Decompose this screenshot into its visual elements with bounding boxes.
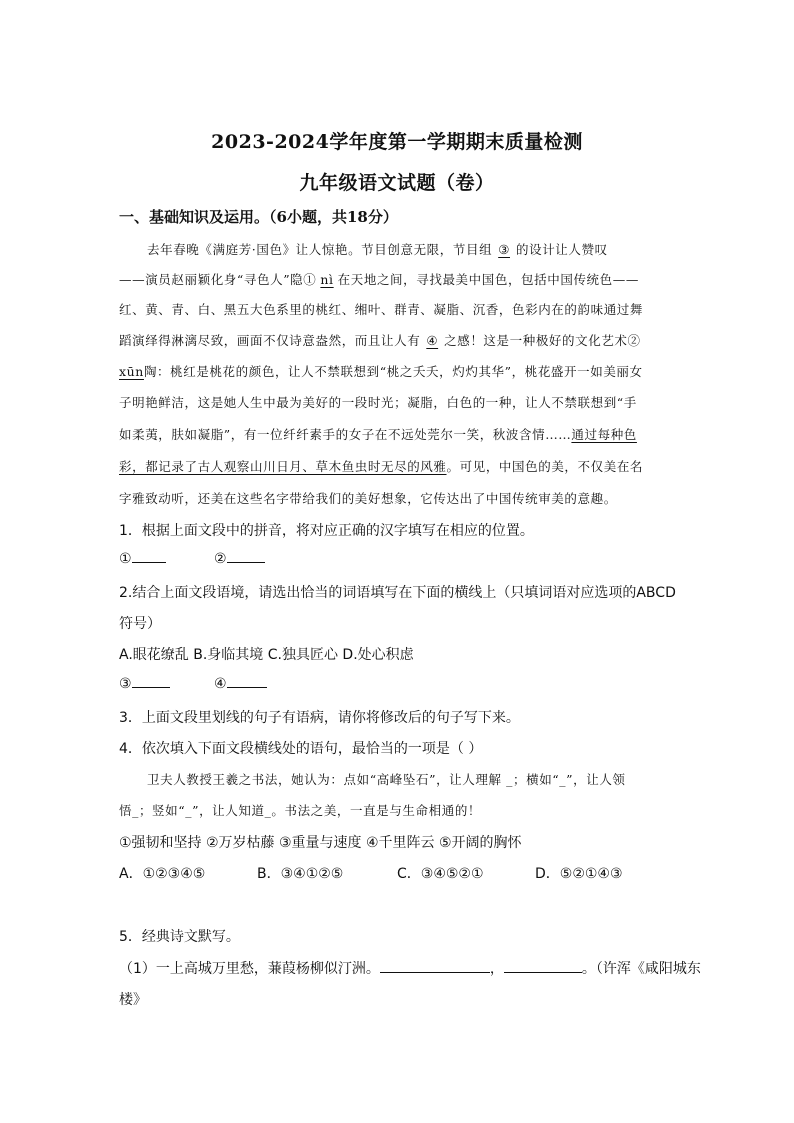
blank-4: ④ <box>426 333 439 348</box>
passage-line: ——演员赵丽颖化身“寻色人”隐① nì 在天地之间，寻找最美中国色，包括中国传统色—— <box>119 272 639 287</box>
exam-title: 2023-2024学年度第一学期期末质量检测 <box>211 131 583 153</box>
answer-blank-3[interactable] <box>132 687 170 688</box>
passage-line: 去年春晚《满庭芳·国色》让人惊艳。节目创意无限，节目组 ③ 的设计让人赞叹 <box>147 242 608 257</box>
passage-line: 子明艳鲜洁，这是她人生中最为美好的一段时光；凝脂，白色的一种，让人不禁联想到“手 <box>119 395 637 410</box>
question-1: 1．根据上面文段中的拼音，将对应正确的汉字填写在相应的位置。 <box>119 523 534 539</box>
question-5: 5．经典诗文默写。 <box>119 929 240 945</box>
question-4-items: ①强韧和坚持 ②万岁枯藤 ③重量与速度 ④千里阵云 ⑤开阔的胸怀 <box>119 835 522 851</box>
question-3: 3．上面文段里划线的句子有语病，请你将修改后的句子写下来。 <box>119 710 520 726</box>
question-5-source: 楼》 <box>119 992 147 1008</box>
choice-c[interactable]: C．③④⑤②① <box>397 866 484 882</box>
choice-b[interactable]: B．③④①②⑤ <box>257 866 344 882</box>
question-4: 4．依次填入下面文段横线处的语句，最恰当的一项是（ ） <box>119 741 483 757</box>
question-2: 2.结合上面文段语境，请选出恰当的词语填写在下面的横线上（只填词语对应选项的ABCD <box>119 585 676 601</box>
answer-blank-5a[interactable] <box>380 972 490 973</box>
section-heading: 一、基础知识及运用。（6小题，共18分） <box>119 208 398 226</box>
answer-row-2: ③ ④ <box>119 676 267 692</box>
answer-blank-5b[interactable] <box>504 972 582 973</box>
exam-subtitle: 九年级语文试题（卷） <box>299 172 495 194</box>
passage-line: 彩，都记录了古人观察山川日月、草木鱼虫时无尽的风雅。可见，中国色的美，不仅美在名 <box>119 459 644 474</box>
question-5-line: （1）一上高城万里愁，蒹葭杨柳似汀洲。 ， 。（许浑《咸阳城东 <box>119 961 701 977</box>
blank-3: ③ <box>498 242 510 257</box>
passage-line: 如柔荑，肤如凝脂”，有一位纤纤素手的女子在不远处莞尔一笑，秋波含情……通过每种色 <box>119 427 637 442</box>
passage-line: xūn陶：桃红是桃花的颜色，让人不禁联想到“桃之夭夭，灼灼其华”，桃花盛开一如美丽女 <box>119 364 643 379</box>
question-2-options: A.眼花缭乱 B.身临其境 C.独具匠心 D.处心积虑 <box>119 647 414 663</box>
passage-line: 字雅致动听，还美在这些名字带给我们的美好想象，它传达出了中国传统审美的意趣。 <box>119 491 617 506</box>
answer-row-1: ① ② <box>119 551 265 567</box>
choice-a[interactable]: A．①②③④⑤ <box>119 866 206 882</box>
pinyin-xun: xūn <box>119 364 144 379</box>
answer-blank-4[interactable] <box>227 687 267 688</box>
question-2-cont: 符号） <box>119 616 161 632</box>
pinyin-ni: nì <box>320 272 334 287</box>
choice-d[interactable]: D．⑤②①④③ <box>535 866 623 882</box>
passage-line: 红、黄、青、白、黑五大色系里的桃红、缃叶、群青、凝脂、沉香，色彩内在的韵味通过舞 <box>119 302 644 317</box>
question-4-passage: 悟_；竖如“_”，让人知道_。书法之美，一直是与生命相通的！ <box>119 803 482 818</box>
underlined-sentence: 通过每种色 <box>571 427 637 442</box>
answer-blank-2[interactable] <box>227 562 265 563</box>
answer-blank-1[interactable] <box>132 562 166 563</box>
passage-line: 蹈演绎得淋漓尽致，画面不仅诗意盎然，而且让人有 ④ 之感！这是一种极好的文化艺术② <box>119 333 641 348</box>
question-4-passage: 卫夫人教授王羲之书法，她认为：点如“高峰坠石”，让人理解 _；横如“_”，让人领 <box>147 772 626 787</box>
underlined-sentence: 彩，都记录了古人观察山川日月、草木鱼虫时无尽的风雅 <box>119 459 447 474</box>
